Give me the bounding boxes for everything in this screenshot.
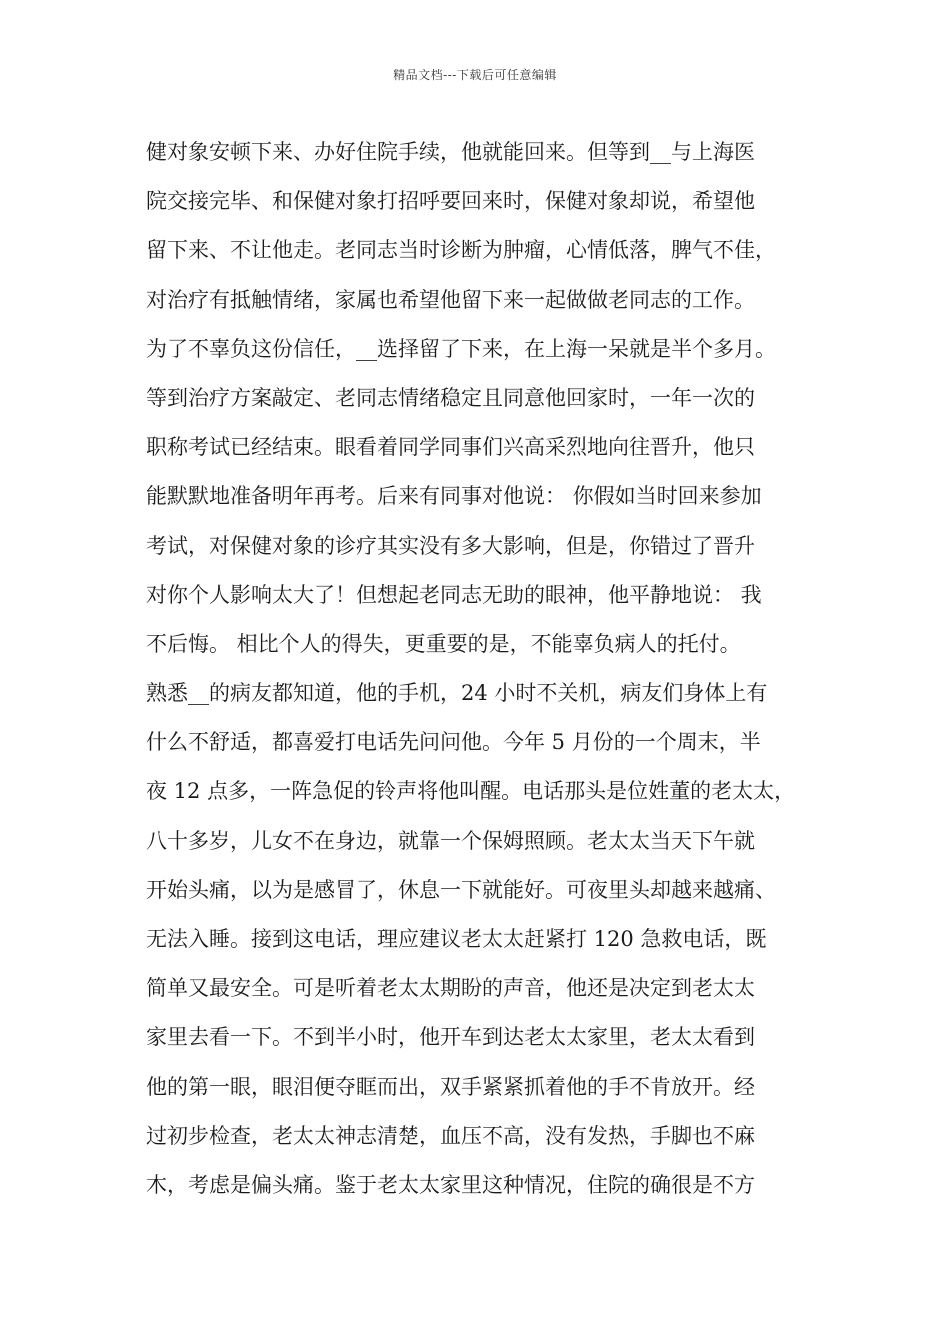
text-line: 健对象安顿下来、办好住院手续，他就能回来。但等到__与上海医: [146, 140, 755, 164]
text-line: 家里去看一下。不到半小时，他开车到达老太太家里，老太太看到: [146, 1025, 755, 1050]
text-line: 他的第一眼，眼泪便夺眶而出，双手紧紧抓着他的手不肯放开。经: [146, 1074, 755, 1099]
text-line: 过初步检查，老太太神志清楚，血压不高，没有发热，手脚也不麻: [146, 1123, 755, 1148]
text-line: 夜 12 点多，一阵急促的铃声将他叫醒。电话那头是位姓董的老太太，: [146, 779, 796, 804]
text-line: 不后悔。 相比个人的得失，更重要的是，不能辜负病人的托付。: [146, 631, 741, 656]
text-line: 无法入睡。接到这电话，理应建议老太太赶紧打 120 急救电话，既: [146, 927, 767, 951]
text-line: 院交接完毕、和保健对象打招呼要回来时，保健对象却说，希望他: [146, 189, 755, 214]
text-line: 熟悉__的病友都知道，他的手机，24 小时不关机，病友们身体上有: [146, 681, 768, 706]
text-line: 八十多岁，儿女不在身边，就靠一个保姆照顾。老太太当天下午就: [146, 828, 755, 853]
text-line: 职称考试已经结束。眼看着同学同事们兴高采烈地向往晋升，他只: [146, 435, 755, 460]
text-line: 留下来、不让他走。老同志当时诊断为肿瘤，心情低落，脾气不佳，: [146, 238, 776, 263]
text-line: 什么不舒适，都喜爱打电话先问问他。今年 5 月份的一个周末，半: [146, 730, 761, 755]
text-line: 考试，对保健对象的诊疗其实没有多大影响，但是，你错过了晋升: [146, 533, 755, 558]
text-line: 对你个人影响太大了！但想起老同志无助的眼神，他平静地说： 我: [146, 582, 762, 607]
text-line: 简单又最安全。可是听着老太太期盼的声音，他还是决定到老太太: [146, 976, 755, 1001]
text-line: 为了不辜负这份信任，__选择留了下来，在上海一呆就是半个多月。: [146, 336, 776, 361]
body-text: [146, 128, 836, 1210]
text-line: 等到治疗方案敲定、老同志情绪稳定且同意他回家时，一年一次的: [146, 385, 755, 410]
page-header: 精品文档---下载后可任意编辑: [393, 68, 557, 82]
text-line: 木，考虑是偏头痛。鉴于老太太家里这种情况，住院的确很是不方: [146, 1172, 755, 1197]
text-line: 能默默地准备明年再考。后来有同事对他说： 你假如当时回来参加: [146, 484, 762, 509]
text-line: 开始头痛，以为是感冒了，休息一下就能好。可夜里头却越来越痛、: [146, 877, 776, 902]
text-line: 对治疗有抵触情绪，家属也希望他留下来一起做做老同志的工作。: [146, 287, 755, 312]
